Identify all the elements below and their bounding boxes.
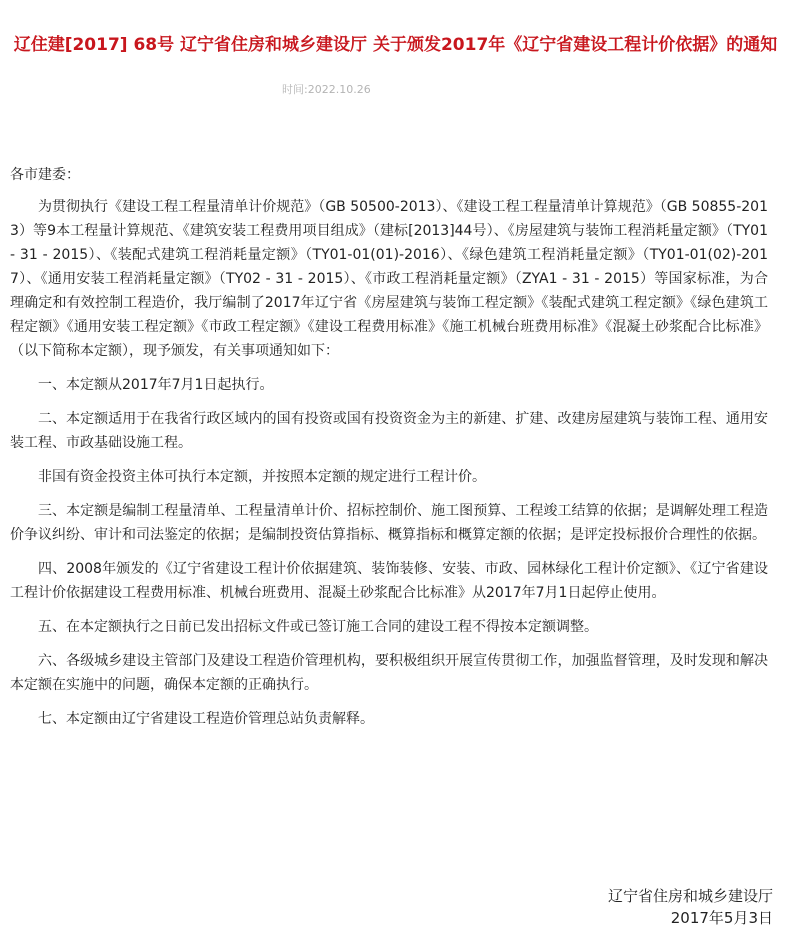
article-title: 辽住建[2017] 68号 辽宁省住房和城乡建设厅 关于颁发2017年《辽宁省建设工程计价依据》的通知 (13, 35, 778, 56)
salutation: 各市建委： (10, 167, 80, 183)
paragraph-item-2: 二、本定额适用于在我省行政区域内的国有投资或国有投资资金为主的新建、扩建、改建房屋建筑与装饰工程、通用安装工程、市政基础设施工程。 (10, 411, 768, 451)
signature-issuer: 辽宁省住房和城乡建设厅 (607, 887, 773, 905)
publish-date-value: 2022.10.26 (307, 83, 371, 96)
paragraph-item-1: 一、本定额从2017年7月1日起执行。 (38, 377, 274, 393)
signature-block (608, 885, 773, 929)
article-body (10, 163, 768, 741)
signature-date: 2017年5月3日 (670, 909, 773, 927)
paragraph-intro: 为贯彻执行《建设工程工程量清单计价规范》（GB 50500-2013）、《建设工程工程量清单计算规范》（GB 50855-2013）等9本工程量计算规范、《建筑安装工程费用项目组成》（建标[2013]44号）、《房屋建筑与装饰工程消耗量定额》（TY01 - 31 - 2015）、《装配式建筑工程消耗量定额》（TY01-01(01)-2016）、《绿色建筑工程消耗量定额》（TY01-01(02)-2017）、《通用安装工程消耗量定额》（TY02 - 31 - 2015）、《市政工程消耗量定额》（ZYA1 - 31 - 2015）等国家标准，为合理确定和有效控制工程造价，我厅编制了2017年辽宁省《房屋建筑与装饰工程定额》《装配式建筑工程定额》《绿色建筑工程定额》《通用安装工程定额》《市政工程定额》《建设工程费用标准》《施工机械台班费用标准》《混凝土砂浆配合比标准》（以下简称本定额），现予颁发，有关事项通知如下： (10, 199, 768, 359)
paragraph-item-2-note: 非国有资金投资主体可执行本定额，并按照本定额的规定进行工程计价。 (38, 469, 486, 485)
paragraph-item-3: 三、本定额是编制工程量清单、工程量清单计价、招标控制价、施工图预算、工程竣工结算的依据；是调解处理工程造价争议纠纷、审计和司法鉴定的依据；是编制投资估算指标、概算指标和概算定额的依据；是评定投标报价合理性的依据。 (10, 503, 768, 543)
paragraph-item-5: 五、在本定额执行之日前已发出招标文件或已签订施工合同的建设工程不得按本定额调整。 (38, 619, 598, 635)
paragraph-item-6: 六、各级城乡建设主管部门及建设工程造价管理机构，要积极组织开展宣传贯彻工作，加强监督管理，及时发现和解决本定额在实施中的问题，确保本定额的正确执行。 (10, 653, 768, 693)
paragraph-item-7: 七、本定额由辽宁省建设工程造价管理总站负责解释。 (38, 711, 374, 727)
publish-date (282, 81, 371, 97)
publish-date-label: 时间: (282, 83, 308, 96)
paragraph-item-4: 四、2008年颁发的《辽宁省建设工程计价依据建筑、装饰装修、安装、市政、园林绿化工程计价定额》、《辽宁省建设工程计价依据建设工程费用标准、机械台班费用、混凝土砂浆配合比标准》从2017年7月1日起停止使用。 (10, 561, 768, 601)
